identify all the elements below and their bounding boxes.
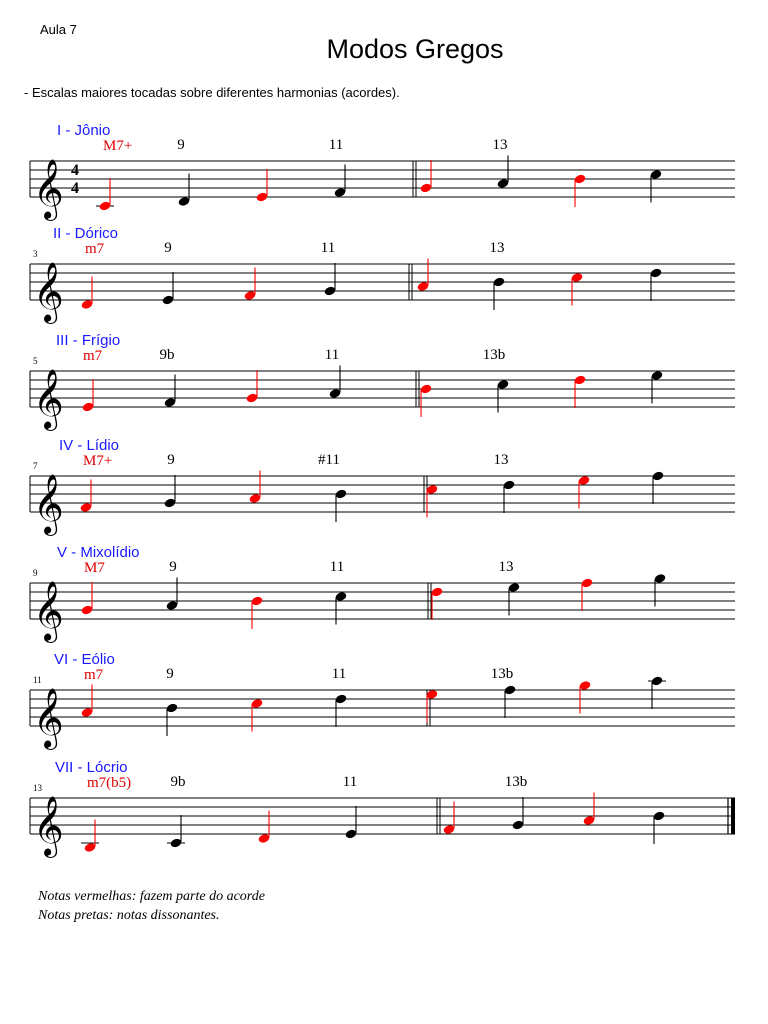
mode-name: VI - Eólio [54,651,115,668]
tension-label: 9b [170,774,186,790]
chord-symbol: M7 [84,560,105,576]
note [574,374,587,408]
tension-label: 13b [490,666,514,682]
page-title: Modos Gregos [326,34,504,64]
mode-name: I - Jônio [57,122,111,139]
tension-label: 11 [324,347,340,363]
mode-system [30,544,735,643]
mode-system [30,437,735,536]
note [512,797,525,831]
note [335,693,348,727]
note [653,810,666,844]
chord-symbol: m7 [85,241,105,257]
tension-label: 13 [489,240,505,256]
mode-name: VII - Lócrio [55,759,128,776]
chord-symbol: m7 [83,348,103,364]
measure-number: 9 [33,568,38,578]
measure-number: 5 [33,356,38,366]
chord-symbol: m7(b5) [87,775,132,791]
measure-number: 13 [33,783,42,793]
tension-label: 11 [342,774,358,790]
note [650,267,663,301]
note [648,675,666,709]
note [335,488,348,522]
note [256,169,269,203]
note [324,263,337,297]
measure-number: 3 [33,249,38,259]
tension-label: 11 [328,137,344,153]
note [420,160,433,194]
note [652,470,665,504]
note [167,815,185,849]
chord-symbol: m7 [84,667,104,683]
legend-black-notes: Notas pretas: notas dissonantes. [38,908,220,923]
tension-label: 9 [166,666,174,682]
measure-number: 7 [33,461,38,471]
legend-red-notes: Notas vermelhas: fazem parte do acorde [38,889,265,904]
mode-system [30,122,735,221]
measure-number: 11 [33,675,42,685]
note [493,276,506,310]
tension-label: 9b [159,347,175,363]
treble-clef-icon: 𝄞 [33,796,64,856]
treble-clef-icon: 𝄞 [33,369,64,429]
note [246,370,259,404]
tension-label: 9 [177,137,185,153]
tension-label: 9 [164,240,172,256]
note [81,582,94,616]
chord-symbol: M7+ [103,138,133,154]
note [431,586,444,620]
treble-clef-icon: 𝄞 [33,688,64,748]
mode-system [30,332,735,431]
tension-label: 9 [169,559,177,575]
tension-label: 13 [498,559,514,575]
treble-clef-icon: 𝄞 [33,474,64,534]
note [96,178,114,212]
final-barline-thick [731,798,735,834]
note [574,173,587,207]
tension-label: 13 [492,137,508,153]
note [581,577,594,611]
note [164,475,177,509]
tension-label: 11 [329,559,345,575]
note [420,383,433,417]
tension-label: 9 [167,452,175,468]
tension-label: 13b [504,774,528,790]
treble-clef-icon: 𝄞 [33,262,64,322]
legend-notes [38,887,265,925]
page-subtitle: - Escalas maiores tocadas sobre diferentes harmonias (acordes). [24,85,400,100]
lesson-label: Aula 7 [40,22,77,37]
tension-label: 11 [331,666,347,682]
mode-name: II - Dórico [53,225,119,242]
note [503,479,516,513]
note [82,379,95,413]
note [162,272,175,306]
mode-system [30,759,735,858]
note [251,595,264,629]
time-signature-top: 4 [71,162,79,179]
mode-name: V - Mixolídio [57,544,140,561]
mode-name: IV - Lídio [59,437,120,454]
mode-system [30,651,735,750]
mode-system [30,225,735,324]
note [345,806,358,840]
treble-clef-icon: 𝄞 [33,581,64,641]
tension-label: 13b [482,347,506,363]
time-signature-bottom: 4 [71,180,79,197]
chord-symbol: M7+ [83,453,113,469]
note [504,684,517,718]
note [166,702,179,736]
tension-label: #11 [318,452,340,468]
mode-name: III - Frígio [56,332,121,349]
tension-label: 11 [320,240,336,256]
treble-clef-icon: 𝄞 [33,159,64,219]
tension-label: 13 [493,452,509,468]
